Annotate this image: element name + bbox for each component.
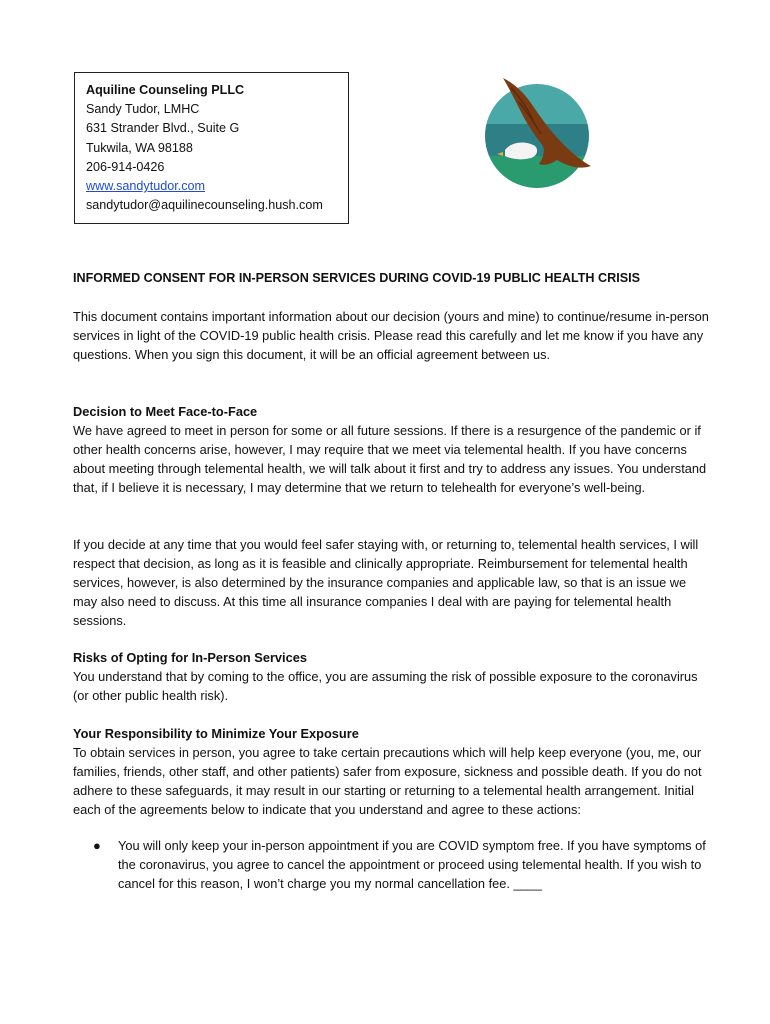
intro-paragraph <box>73 307 713 364</box>
telemental-choice-text: If you decide at any time that you would feel safer staying with, or returning to, telemental health services, I will respect that decision, as long as it is feasible and clinically appropriate. Reimbursement for telemental health services, however, is also determined by the insurance companies and applicable law, so that is an issue we may also need to discuss. At this time all insurance companies I deal with are paying for telemental health sessions. <box>73 537 699 628</box>
therapist-name: Sandy Tudor, LMHC <box>86 102 200 117</box>
address-line-2: Tukwila, WA 98188 <box>86 140 193 155</box>
email-address: sandytudor@aquilinecounseling.hush.com <box>86 198 323 213</box>
section-telemental-choice <box>73 535 713 630</box>
list-item <box>93 836 713 893</box>
intro-text: This document contains important information about our decision (yours and mine) to continue/resume in-person services in light of the COVID-19 public health crisis. Please read this carefully and let me know if you have any questions. When you sign this document, it will be an official agreement between us. <box>73 309 709 362</box>
section-responsibility <box>73 724 713 819</box>
address-line-1: 631 Strander Blvd., Suite G <box>86 121 240 136</box>
section-risks <box>73 648 713 705</box>
face-to-face-text: We have agreed to meet in person for some or all future sessions. If there is a resurgence of the pandemic or if other health concerns arise, however, I may require that we meet via telemental health. If you have concerns about meeting through telemental health, we will talk about it first and try to address any issues. You understand that, if I believe it is necessary, I may determine that we return to telehealth for everyone’s well-being. <box>73 423 707 495</box>
heading-face-to-face: Decision to Meet Face-to-Face <box>73 404 258 419</box>
practice-name: Aquiline Counseling PLLC <box>86 83 245 97</box>
heading-risks: Risks of Opting for In-Person Services <box>73 650 307 665</box>
responsibility-text: To obtain services in person, you agree to take certain precautions which will help keep everyone (you, me, our families, friends, other staff, and other patients) safer from exposure, sickness and possible death. If you do not adhere to these safeguards, it may result in our starting or returning to a telemental health arrangement. Initial each of the agreements below to indicate that you understand and agree to these actions: <box>73 745 702 817</box>
heading-responsibility: Your Responsibility to Minimize Your Exposure <box>73 726 359 741</box>
risks-text: You understand that by coming to the office, you are assuming the risk of possible exposure to the coronavirus (or other public health risk). <box>73 669 698 703</box>
bullet-icon: ● <box>93 838 101 853</box>
document-title: INFORMED CONSENT FOR IN-PERSON SERVICES DURING COVID-19 PUBLIC HEALTH CRISIS <box>73 271 641 285</box>
section-face-to-face <box>73 402 713 497</box>
website-link[interactable]: www.sandytudor.com <box>86 179 205 194</box>
phone-number: 206-914-0426 <box>86 159 165 174</box>
eagle-logo-icon <box>481 74 593 192</box>
contact-box <box>74 72 349 224</box>
bullet-text: You will only keep your in-person appointment if you are COVID symptom free. If you have symptoms of the coronavirus, you agree to cancel the appointment or proceed using telemental health. If you wish to cancel for this reason, I won’t charge you my normal cancellation fee. ____ <box>118 838 706 891</box>
